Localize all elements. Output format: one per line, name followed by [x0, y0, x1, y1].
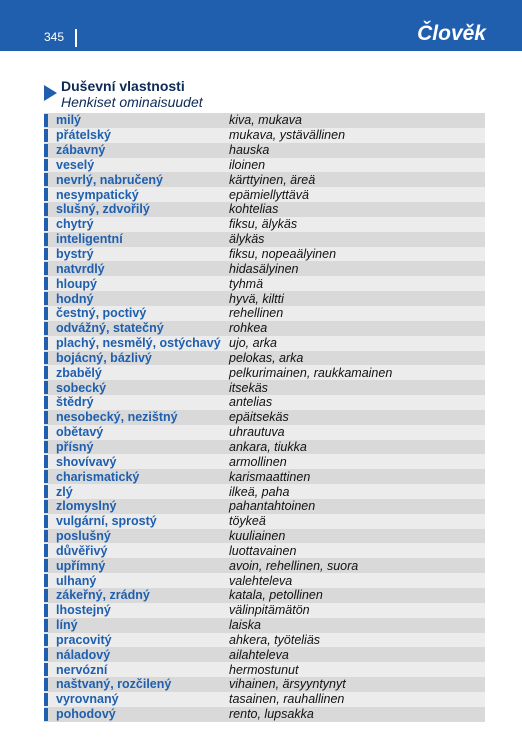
- vocabulary-row: [44, 158, 485, 173]
- czech-term: líný: [56, 618, 78, 633]
- vocabulary-row: [44, 662, 485, 677]
- finnish-translation: töykeä: [229, 514, 266, 529]
- finnish-translation: ailahteleva: [229, 647, 289, 662]
- czech-term: charismatický: [56, 469, 140, 484]
- vocabulary-row: [44, 172, 485, 187]
- vocabulary-row: [44, 558, 485, 573]
- czech-term: zbabělý: [56, 365, 102, 380]
- finnish-translation: laiska: [229, 618, 261, 633]
- finnish-translation: pelokas, arka: [229, 350, 304, 365]
- vocabulary-row: [44, 529, 485, 544]
- czech-term: lhostejný: [56, 603, 111, 618]
- czech-term: naštvaný, rozčilený: [56, 677, 172, 692]
- vocabulary-row: [44, 321, 485, 336]
- vocabulary-row: [44, 692, 485, 707]
- czech-term: náladový: [56, 647, 111, 662]
- czech-term: pracovitý: [56, 632, 112, 647]
- finnish-translation: fiksu, nopeaälyinen: [229, 247, 337, 262]
- finnish-translation: luottavainen: [229, 543, 297, 558]
- vocabulary-row: [44, 336, 485, 351]
- finnish-translation: valehteleva: [229, 573, 293, 588]
- czech-term: nervózní: [56, 662, 108, 677]
- vocabulary-row: [44, 469, 485, 484]
- vocabulary-row: [44, 454, 485, 469]
- vocabulary-row: [44, 425, 485, 440]
- czech-term: bystrý: [56, 247, 94, 262]
- finnish-translation: kiva, mukava: [229, 113, 302, 128]
- finnish-translation: hidasälyinen: [229, 261, 299, 276]
- czech-term: veselý: [56, 157, 95, 172]
- finnish-translation: kohtelias: [229, 202, 279, 217]
- finnish-translation: välinpitämätön: [229, 603, 310, 618]
- finnish-translation: ilkeä, paha: [229, 484, 290, 499]
- finnish-translation: antelias: [229, 395, 273, 410]
- czech-term: upřímný: [56, 558, 106, 573]
- finnish-translation: ahkera, työteliäs: [229, 632, 321, 647]
- czech-term: štědrý: [56, 395, 94, 410]
- czech-term: obětavý: [56, 425, 104, 440]
- chapter-title: Člověk: [417, 22, 486, 45]
- vocabulary-row: [44, 543, 485, 558]
- finnish-translation: uhrautuva: [229, 425, 285, 440]
- finnish-translation: epämiellyttävä: [229, 187, 309, 202]
- czech-term: zlý: [56, 484, 73, 499]
- vocabulary-row: [44, 143, 485, 158]
- czech-term: zákeřný, zrádný: [56, 588, 150, 603]
- czech-term: sobecký: [56, 380, 107, 395]
- vocabulary-row: [44, 113, 485, 128]
- finnish-translation: hyvä, kiltti: [229, 291, 284, 306]
- vocabulary-row: [44, 588, 485, 603]
- vocabulary-row: [44, 276, 485, 291]
- vocabulary-row: [44, 484, 485, 499]
- finnish-translation: epäitsekäs: [229, 410, 289, 425]
- finnish-translation: itsekäs: [229, 380, 268, 395]
- vocabulary-row: [44, 351, 485, 366]
- czech-term: nesympatický: [56, 187, 139, 202]
- finnish-translation: fiksu, älykäs: [229, 217, 298, 232]
- czech-term: přátelský: [56, 128, 111, 143]
- finnish-translation: avoin, rehellinen, suora: [229, 558, 359, 573]
- czech-term: zábavný: [56, 143, 106, 158]
- finnish-translation: katala, petollinen: [229, 588, 323, 603]
- vocabulary-row: [44, 365, 485, 380]
- section-arrow-icon: [44, 85, 57, 101]
- finnish-translation: karismaattinen: [229, 469, 311, 484]
- section-title: Duševní vlastnosti: [61, 78, 185, 94]
- czech-term: plachý, nesmělý, ostýchavý: [56, 336, 221, 351]
- czech-term: poslušný: [56, 529, 111, 544]
- vocabulary-row: [44, 187, 485, 202]
- finnish-translation: pahantahtoinen: [229, 499, 316, 514]
- czech-term: přísný: [56, 439, 94, 454]
- vocabulary-row: [44, 128, 485, 143]
- czech-term: hloupý: [56, 276, 97, 291]
- czech-term: shovívavý: [56, 454, 117, 469]
- finnish-translation: mukava, ystävällinen: [229, 128, 346, 143]
- finnish-translation: rento, lupsakka: [229, 707, 314, 722]
- vocabulary-row: [44, 247, 485, 262]
- vocabulary-row: [44, 618, 485, 633]
- czech-term: inteligentní: [56, 232, 123, 247]
- finnish-translation: kärttyinen, äreä: [229, 172, 316, 187]
- finnish-translation: iloinen: [229, 157, 266, 172]
- vocabulary-row: [44, 291, 485, 306]
- vocabulary-row: [44, 202, 485, 217]
- czech-term: důvěřivý: [56, 543, 108, 558]
- finnish-translation: ujo, arka: [229, 336, 277, 351]
- finnish-translation: vihainen, ärsyyntynyt: [229, 677, 346, 692]
- vocabulary-row: [44, 677, 485, 692]
- czech-term: ulhaný: [56, 573, 97, 588]
- finnish-translation: tasainen, rauhallinen: [229, 692, 345, 707]
- vocabulary-row: [44, 232, 485, 247]
- page-header: [0, 0, 522, 51]
- vocabulary-row: [44, 573, 485, 588]
- vocabulary-row: [44, 306, 485, 321]
- finnish-translation: armollinen: [229, 454, 287, 469]
- vocabulary-row: [44, 603, 485, 618]
- section-subtitle: Henkiset ominaisuudet: [61, 94, 203, 110]
- vocabulary-row: [44, 380, 485, 395]
- czech-term: čestný, poctivý: [56, 306, 147, 321]
- vocabulary-row: [44, 440, 485, 455]
- vocabulary-table: [44, 113, 485, 722]
- vocabulary-row: [44, 410, 485, 425]
- finnish-translation: tyhmä: [229, 276, 264, 291]
- czech-term: vulgární, sprostý: [56, 514, 157, 529]
- finnish-translation: kuuliainen: [229, 529, 286, 544]
- finnish-translation: rehellinen: [229, 306, 284, 321]
- header-divider: [75, 29, 77, 47]
- czech-term: natvrdlý: [56, 261, 105, 276]
- czech-term: hodný: [56, 291, 94, 306]
- czech-term: zlomyslný: [56, 499, 117, 514]
- vocabulary-row: [44, 707, 485, 722]
- vocabulary-row: [44, 499, 485, 514]
- czech-term: milý: [56, 113, 82, 128]
- vocabulary-row: [44, 647, 485, 662]
- finnish-translation: rohkea: [229, 321, 268, 336]
- czech-term: pohodový: [56, 707, 116, 722]
- page-number: 345: [44, 30, 65, 44]
- vocabulary-row: [44, 217, 485, 232]
- finnish-translation: hauska: [229, 143, 270, 158]
- vocabulary-row: [44, 261, 485, 276]
- czech-term: nevrlý, nabručený: [56, 172, 163, 187]
- finnish-translation: hermostunut: [229, 662, 299, 677]
- finnish-translation: älykäs: [229, 232, 265, 247]
- czech-term: nesobecký, nezištný: [56, 410, 178, 425]
- finnish-translation: pelkurimainen, raukkamainen: [229, 365, 393, 380]
- czech-term: odvážný, statečný: [56, 321, 164, 336]
- vocabulary-row: [44, 514, 485, 529]
- czech-term: chytrý: [56, 217, 94, 232]
- vocabulary-row: [44, 633, 485, 648]
- czech-term: vyrovnaný: [56, 692, 119, 707]
- vocabulary-row: [44, 395, 485, 410]
- finnish-translation: ankara, tiukka: [229, 439, 307, 454]
- czech-term: slušný, zdvořilý: [56, 202, 150, 217]
- czech-term: bojácný, bázlivý: [56, 350, 152, 365]
